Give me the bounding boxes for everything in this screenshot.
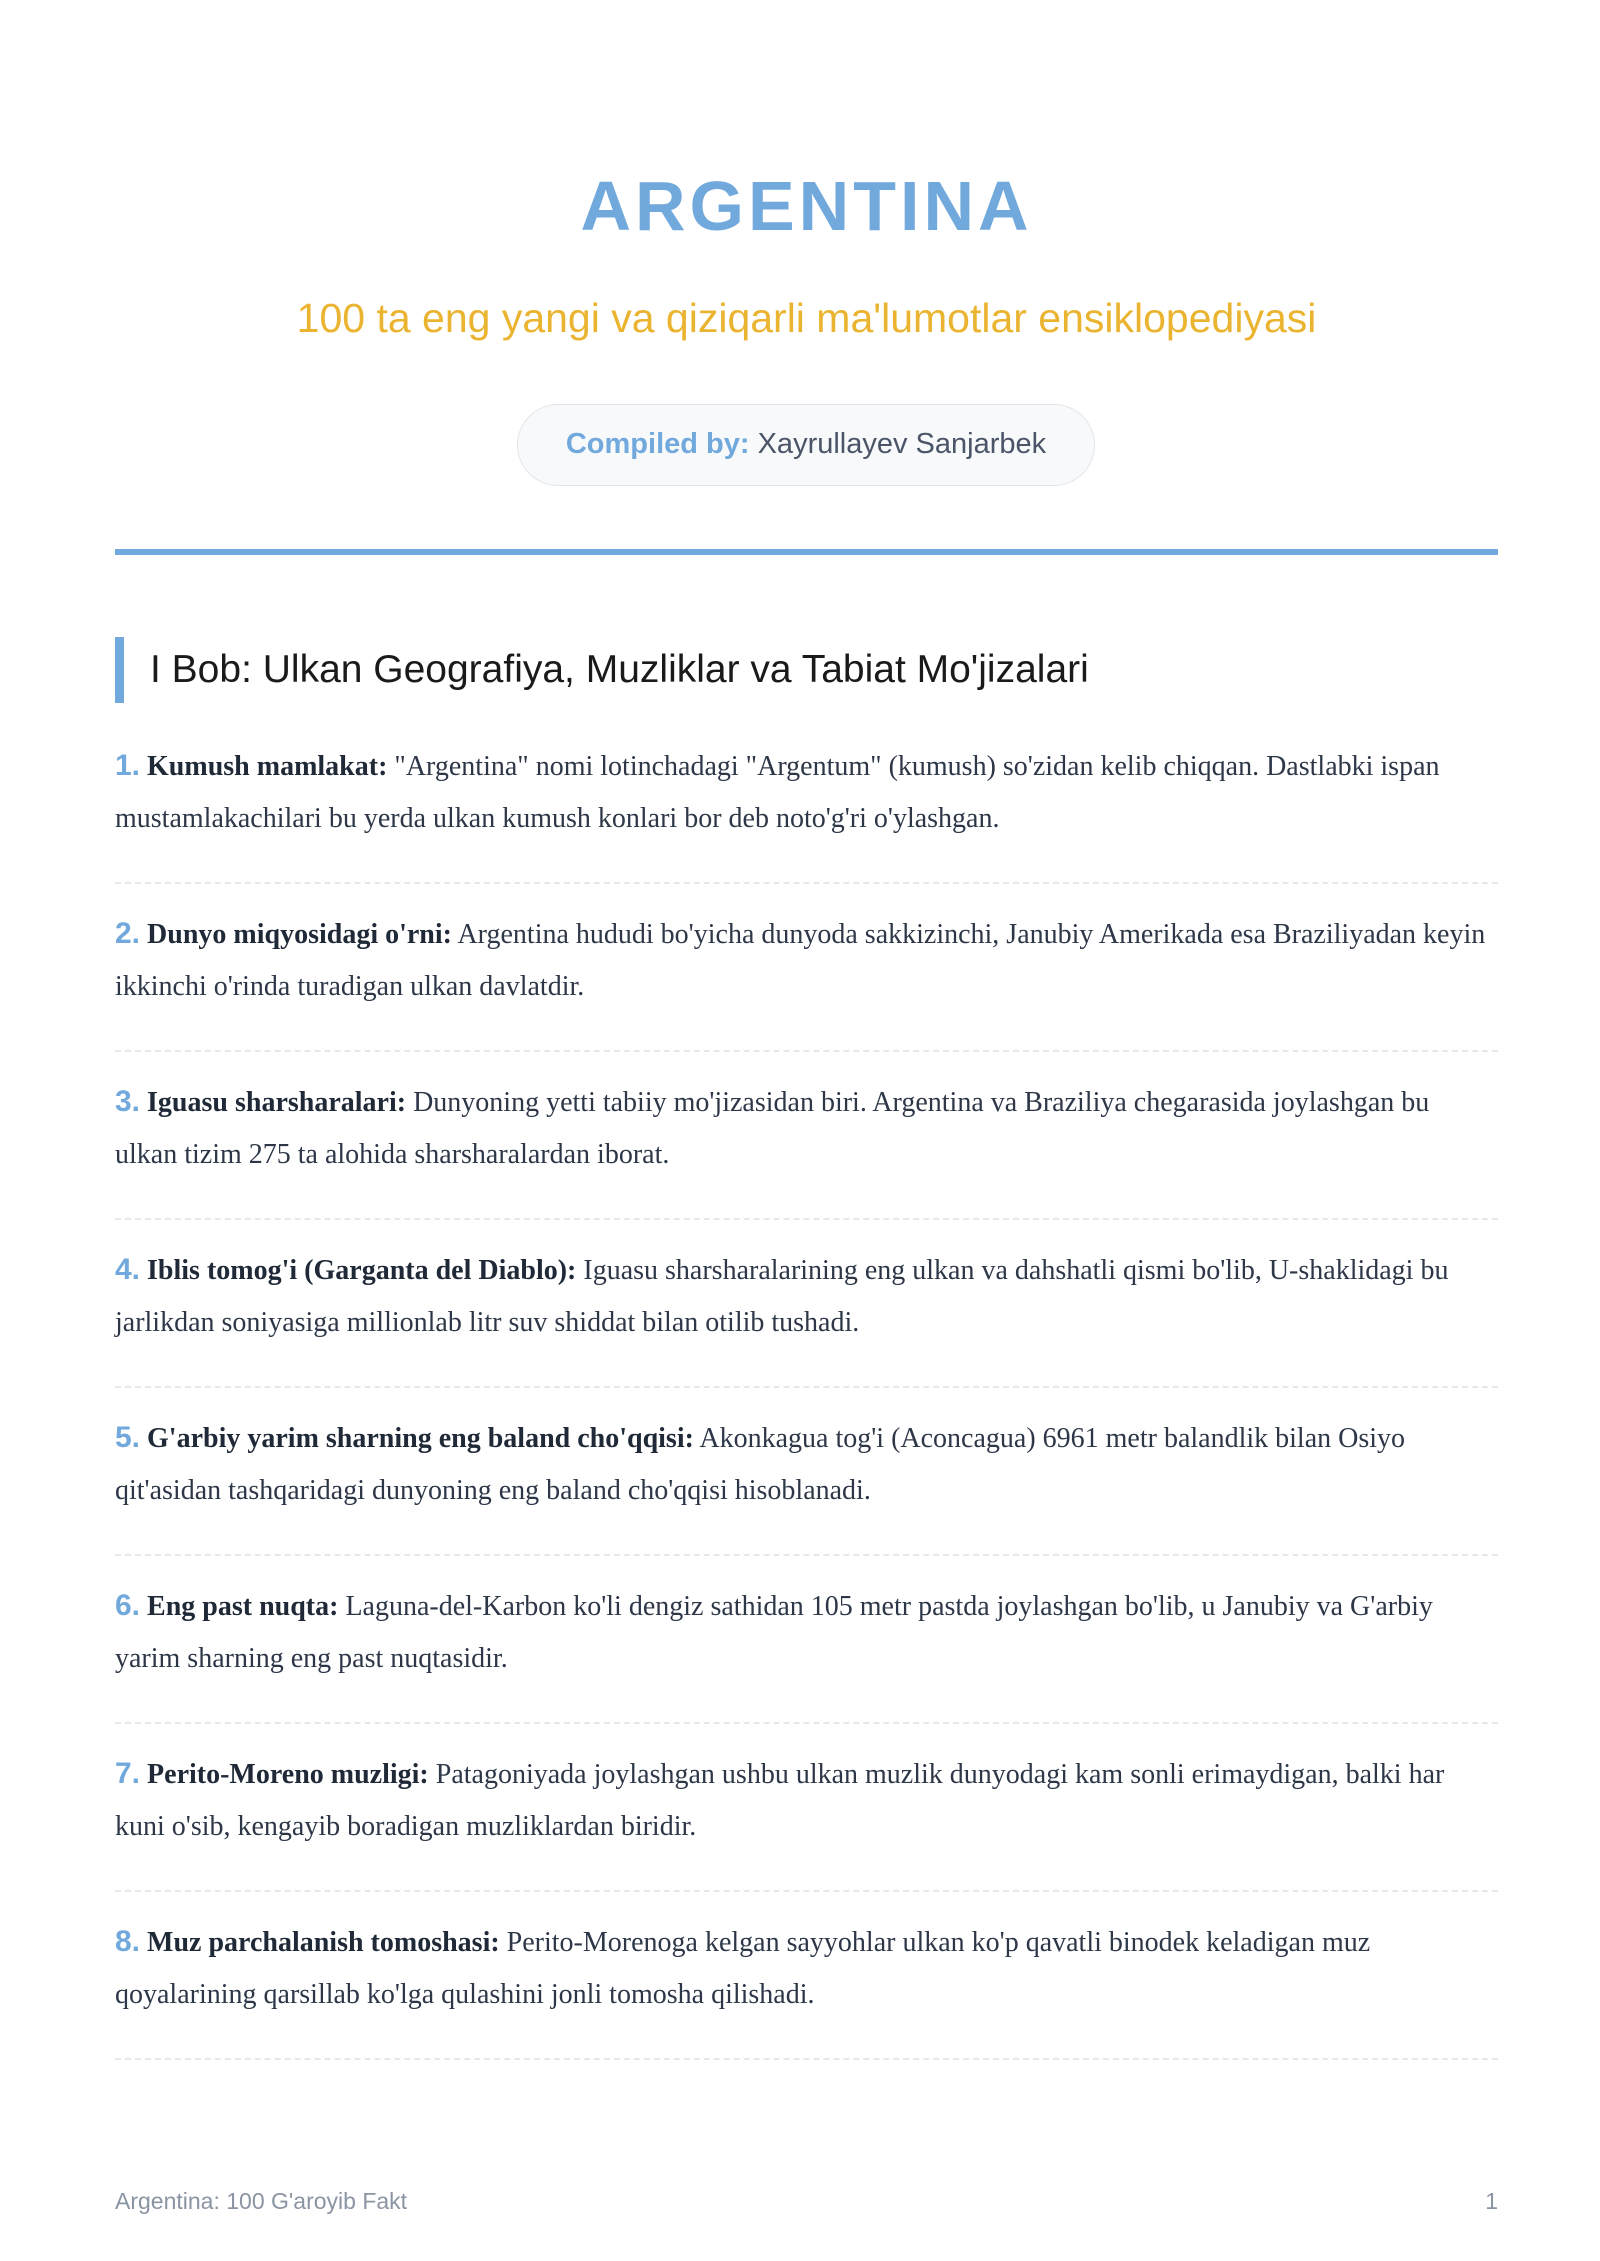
fact-item [115,1580,1498,1724]
fact-item [115,1244,1498,1388]
fact-number: 4. [115,1253,141,1286]
page-number: 1 [1485,2188,1498,2214]
fact-text: "Argentina" nomi lotinchadagi "Argentum" (kumush) so'zidan kelib chiqqan. Dastlabki ispan mustamlakachilari bu yerda ulkan kumush konlari bor deb noto'g'ri o'ylashgan. [115,751,1440,834]
fact-term: Iblis tomog'i (Garganta del Diablo): [147,1255,577,1286]
fact-number: 8. [115,1925,141,1958]
fact-item [115,1748,1498,1892]
fact-term: Perito-Moreno muzligi: [147,1759,429,1790]
fact-item [115,1076,1498,1220]
fact-term: Muz parchalanish tomoshasi: [147,1927,500,1958]
fact-text: Akonkagua tog'i (Aconcagua) 6961 metr balandlik bilan Osiyo qit'asidan tashqaridagi dunyoning eng baland cho'qqisi hisoblanadi. [115,1423,1406,1506]
chapter-heading: I Bob: Ulkan Geografiya, Muzliklar va Tabiat Mo'jizalari [115,637,1498,703]
fact-text: Argentina hududi bo'yicha dunyoda sakkizinchi, Janubiy Amerikada esa Braziliyadan keyin ikkinchi o'rinda turadigan ulkan davlatdir. [115,919,1486,1002]
fact-number: 1. [115,749,141,782]
fact-item [115,740,1498,884]
fact-item [115,1412,1498,1556]
fact-term: Eng past nuqta: [147,1591,339,1622]
footer-title: Argentina: 100 G'aroyib Fakt [115,2188,408,2214]
fact-number: 5. [115,1421,141,1454]
page-subtitle: 100 ta eng yangi va qiziqarli ma'lumotlar ensiklopediyasi [296,295,1317,341]
fact-text: Iguasu sharsharalarining eng ulkan va dahshatli qismi bo'lib, U-shaklidagi bu jarlikdan soniyasiga millionlab litr suv shiddat bilan otilib tushadi. [115,1255,1449,1338]
fact-term: Iguasu sharsharalari: [147,1087,407,1118]
fact-number: 2. [115,917,141,950]
fact-number: 7. [115,1757,141,1790]
fact-text: Dunyoning yetti tabiiy mo'jizasidan biri. Argentina va Braziliya chegarasida joylashgan bu ulkan tizim 275 ta alohida sharsharalardan iborat. [115,1087,1430,1170]
fact-text: Perito-Morenoga kelgan sayyohlar ulkan ko'p qavatli binodek keladigan muz qoyalarining qarsillab ko'lga qulashini jonli tomosha qilishadi. [115,1927,1371,2010]
fact-number: 3. [115,1085,141,1118]
fact-term: G'arbiy yarim sharning eng baland cho'qqisi: [147,1423,694,1454]
header-divider [115,549,1498,555]
fact-term: Dunyo miqyosidagi o'rni: [147,919,452,950]
page-title: ARGENTINA [580,167,1033,245]
fact-text: Patagoniyada joylashgan ushbu ulkan muzlik dunyodagi kam sonli erimaydigan, balki har kuni o'sib, kengayib boradigan muzliklardan biridir. [115,1759,1445,1842]
compiled-by-name: Xayrullayev Sanjarbek [757,428,1047,460]
fact-item [115,1916,1498,2060]
compiled-by-badge [517,404,1095,486]
fact-text: Laguna-del-Karbon ko'li dengiz sathidan 105 metr pastda joylashgan bo'lib, u Janubiy va G'arbiy yarim sharning eng past nuqtasidir. [115,1591,1433,1674]
fact-list [115,740,1498,2084]
fact-number: 6. [115,1589,141,1622]
fact-term: Kumush mamlakat: [147,751,388,782]
fact-item [115,908,1498,1052]
compiled-by-label: Compiled by: [565,428,750,460]
